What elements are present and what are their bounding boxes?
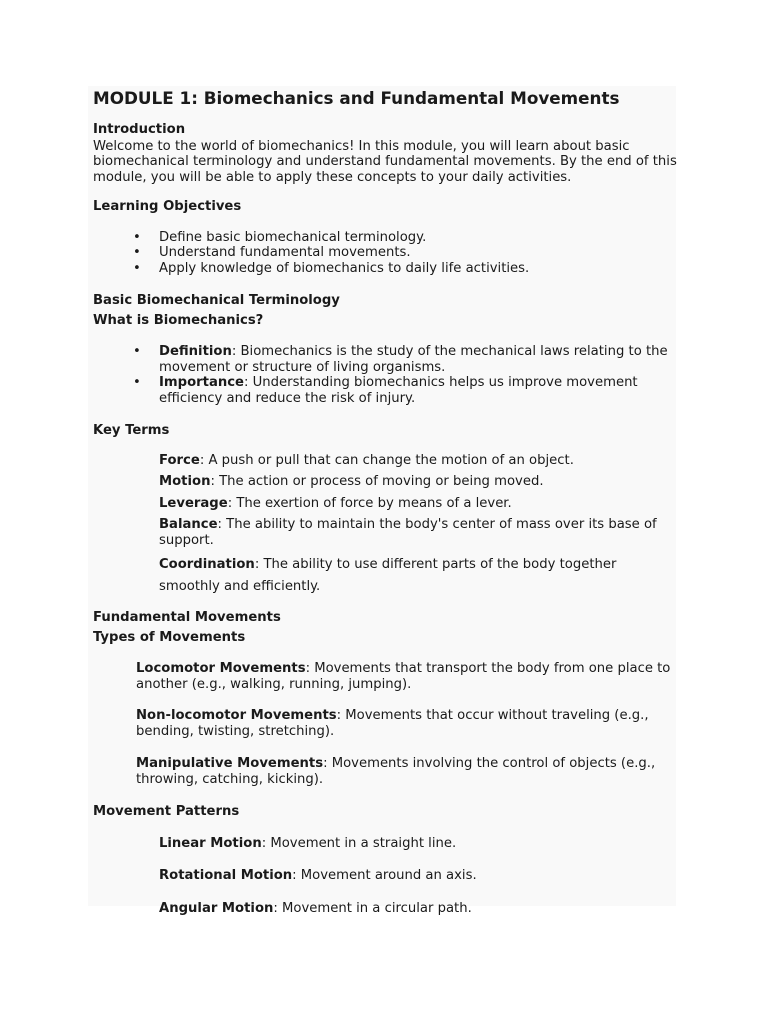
term-label: Angular Motion xyxy=(159,900,274,916)
term-label: Coordination xyxy=(159,557,255,572)
fundamental-subheading: Types of Movements xyxy=(93,629,246,645)
term-label: Definition xyxy=(159,344,232,359)
term-label: Force xyxy=(159,452,200,468)
term-text: : The action or process of moving or being moved. xyxy=(210,474,544,489)
intro-heading: Introduction xyxy=(93,122,186,137)
term-text: : Movement in a straight line. xyxy=(261,835,457,851)
list-item xyxy=(159,474,678,490)
fundamental-heading: Fundamental Movements xyxy=(93,610,281,625)
terminology-list xyxy=(93,344,678,406)
term-label: Balance xyxy=(159,517,218,532)
term-text: : Movement in a circular path. xyxy=(273,900,472,916)
terminology-subheading: What is Biomechanics? xyxy=(93,312,264,328)
list-item xyxy=(159,453,678,469)
term-label: Leverage xyxy=(159,495,228,511)
objectives-list xyxy=(93,230,678,277)
movement-types-list xyxy=(93,661,678,787)
key-terms-list xyxy=(93,453,678,599)
list-item: • Define basic biomechanical terminology. xyxy=(93,230,678,246)
term-text: : Movement around an axis. xyxy=(292,868,477,883)
movement-patterns-list xyxy=(93,836,678,917)
term-text: : Understanding biomechanics helps us improve movement efficiency and reduce the risk of injury. xyxy=(159,375,638,406)
list-item xyxy=(136,756,678,787)
key-terms-heading: Key Terms xyxy=(93,423,170,438)
list-item xyxy=(159,554,678,598)
term-text: : The exertion of force by means of a lever. xyxy=(227,495,512,511)
term-label: Linear Motion xyxy=(159,835,262,851)
patterns-heading: Movement Patterns xyxy=(93,804,240,819)
list-item xyxy=(93,344,678,375)
intro-paragraph: Welcome to the world of biomechanics! In this module, you will learn about basic biomechanical terminology and understand fundamental movements. By the end of this module, you will be able to apply these concepts to your daily activities. xyxy=(93,138,677,185)
term-text: : A push or pull that can change the motion of an object. xyxy=(199,452,574,468)
term-text: : Movements that transport the body from one place to another (e.g., walking, running, jumping). xyxy=(136,661,671,692)
term-label: Manipulative Movements xyxy=(136,756,324,771)
term-text: : Biomechanics is the study of the mechanical laws relating to the movement or structure of living organisms. xyxy=(159,344,668,375)
terminology-heading: Basic Biomechanical Terminology xyxy=(93,293,340,308)
list-item: • Apply knowledge of biomechanics to daily life activities. xyxy=(93,261,678,277)
list-item xyxy=(136,708,678,739)
objectives-heading: Learning Objectives xyxy=(93,199,242,214)
document-content xyxy=(93,86,678,916)
list-item xyxy=(159,836,678,852)
term-text: : Movements involving the control of objects (e.g., throwing, catching, kicking). xyxy=(136,756,656,787)
term-label: Motion xyxy=(159,474,211,489)
list-item xyxy=(159,496,678,512)
term-label: Importance xyxy=(159,375,245,390)
term-label: Rotational Motion xyxy=(159,868,293,883)
list-item: • Understand fundamental movements. xyxy=(93,245,678,261)
term-text: : The ability to maintain the body's center of mass over its base of support. xyxy=(159,517,657,548)
term-text: : Movements that occur without traveling (e.g., bending, twisting, stretching). xyxy=(136,708,649,739)
list-item xyxy=(159,517,678,548)
list-item xyxy=(93,375,678,406)
term-text: : The ability to use different parts of the body together smoothly and efficiently. xyxy=(159,557,617,594)
list-item xyxy=(159,868,678,884)
list-item xyxy=(136,661,678,692)
list-item xyxy=(159,901,678,917)
term-label: Non-locomotor Movements xyxy=(136,708,337,723)
page-title: MODULE 1: Biomechanics and Fundamental Movements xyxy=(93,88,620,108)
term-label: Locomotor Movements xyxy=(136,661,306,676)
